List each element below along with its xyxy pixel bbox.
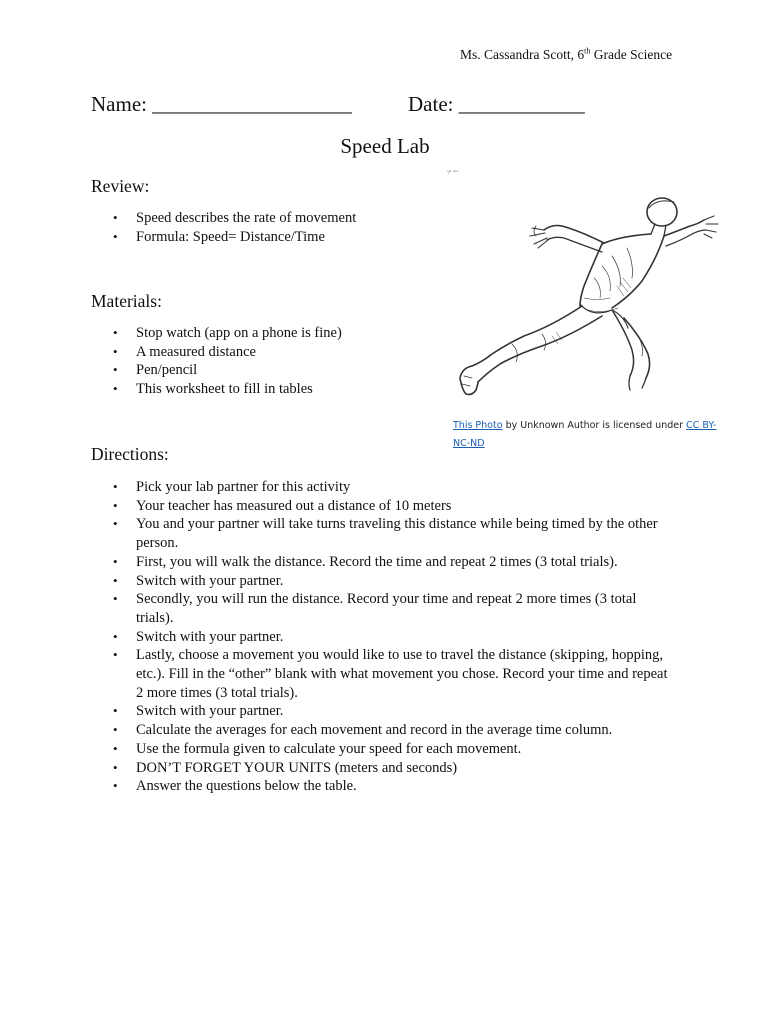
materials-list [91, 324, 491, 399]
review-heading: Review: [91, 176, 150, 196]
sprinter-sketch-icon [452, 186, 722, 408]
list-item: • This worksheet to fill in tables [91, 380, 491, 399]
list-item: • Calculate the averages for each movement and record in the average time column. [91, 721, 671, 740]
date-field[interactable]: Date: ____________ [408, 92, 585, 116]
teacher-header-text: Ms. Cassandra Scott, 6 [460, 47, 585, 62]
list-item: • Stop watch (app on a phone is fine) [91, 324, 491, 343]
list-item: • Formula: Speed= Distance/Time [91, 228, 491, 247]
teacher-header-ordinal: th [584, 46, 591, 56]
photo-source-link[interactable]: This Photo [453, 420, 503, 431]
list-item: • Pen/pencil [91, 361, 491, 380]
directions-list [91, 478, 671, 796]
list-item: • Your teacher has measured out a distance of 10 meters [91, 497, 671, 516]
photo-caption-text: by Unknown Author is licensed under [502, 420, 687, 431]
materials-heading: Materials: [91, 291, 162, 311]
list-item: • DON’T FORGET YOUR UNITS (meters and seconds) [91, 759, 671, 778]
directions-heading: Directions: [91, 444, 169, 464]
list-item: • Switch with your partner. [91, 572, 671, 591]
tiny-mark: ᵃ⁄ᶜ ⁹ᶦᵃ [447, 170, 459, 176]
list-item: • Lastly, choose a movement you would like to use to travel the distance (skipping, hopping, etc.). Fill in the “other” blank with what movement you chose. Record your time and repeat 2 more times (3 total trials). [91, 646, 671, 702]
list-item: • You and your partner will take turns traveling this distance while being timed by the other person. [91, 515, 671, 552]
license-link[interactable]: CC BY-NC-ND [453, 420, 717, 449]
list-item: • Answer the questions below the table. [91, 777, 671, 796]
page-title: Speed Lab [340, 134, 430, 158]
list-item: • Switch with your partner. [91, 702, 671, 721]
list-item: • Speed describes the rate of movement [91, 209, 491, 228]
list-item: • A measured distance [91, 343, 491, 362]
list-item: • Pick your lab partner for this activity [91, 478, 671, 497]
name-field[interactable]: Name: ___________________ [91, 92, 352, 116]
list-item: • Secondly, you will run the distance. Record your time and repeat 2 more times (3 total trials). [91, 590, 671, 627]
photo-caption [453, 417, 723, 453]
teacher-header [460, 47, 672, 63]
list-item: • Switch with your partner. [91, 628, 671, 647]
list-item: • First, you will walk the distance. Record the time and repeat 2 times (3 total trials). [91, 553, 671, 572]
teacher-header-suffix: Grade Science [590, 47, 673, 62]
review-list [91, 209, 491, 246]
list-item: • Use the formula given to calculate your speed for each movement. [91, 740, 671, 759]
sprinter-photo [452, 186, 722, 408]
